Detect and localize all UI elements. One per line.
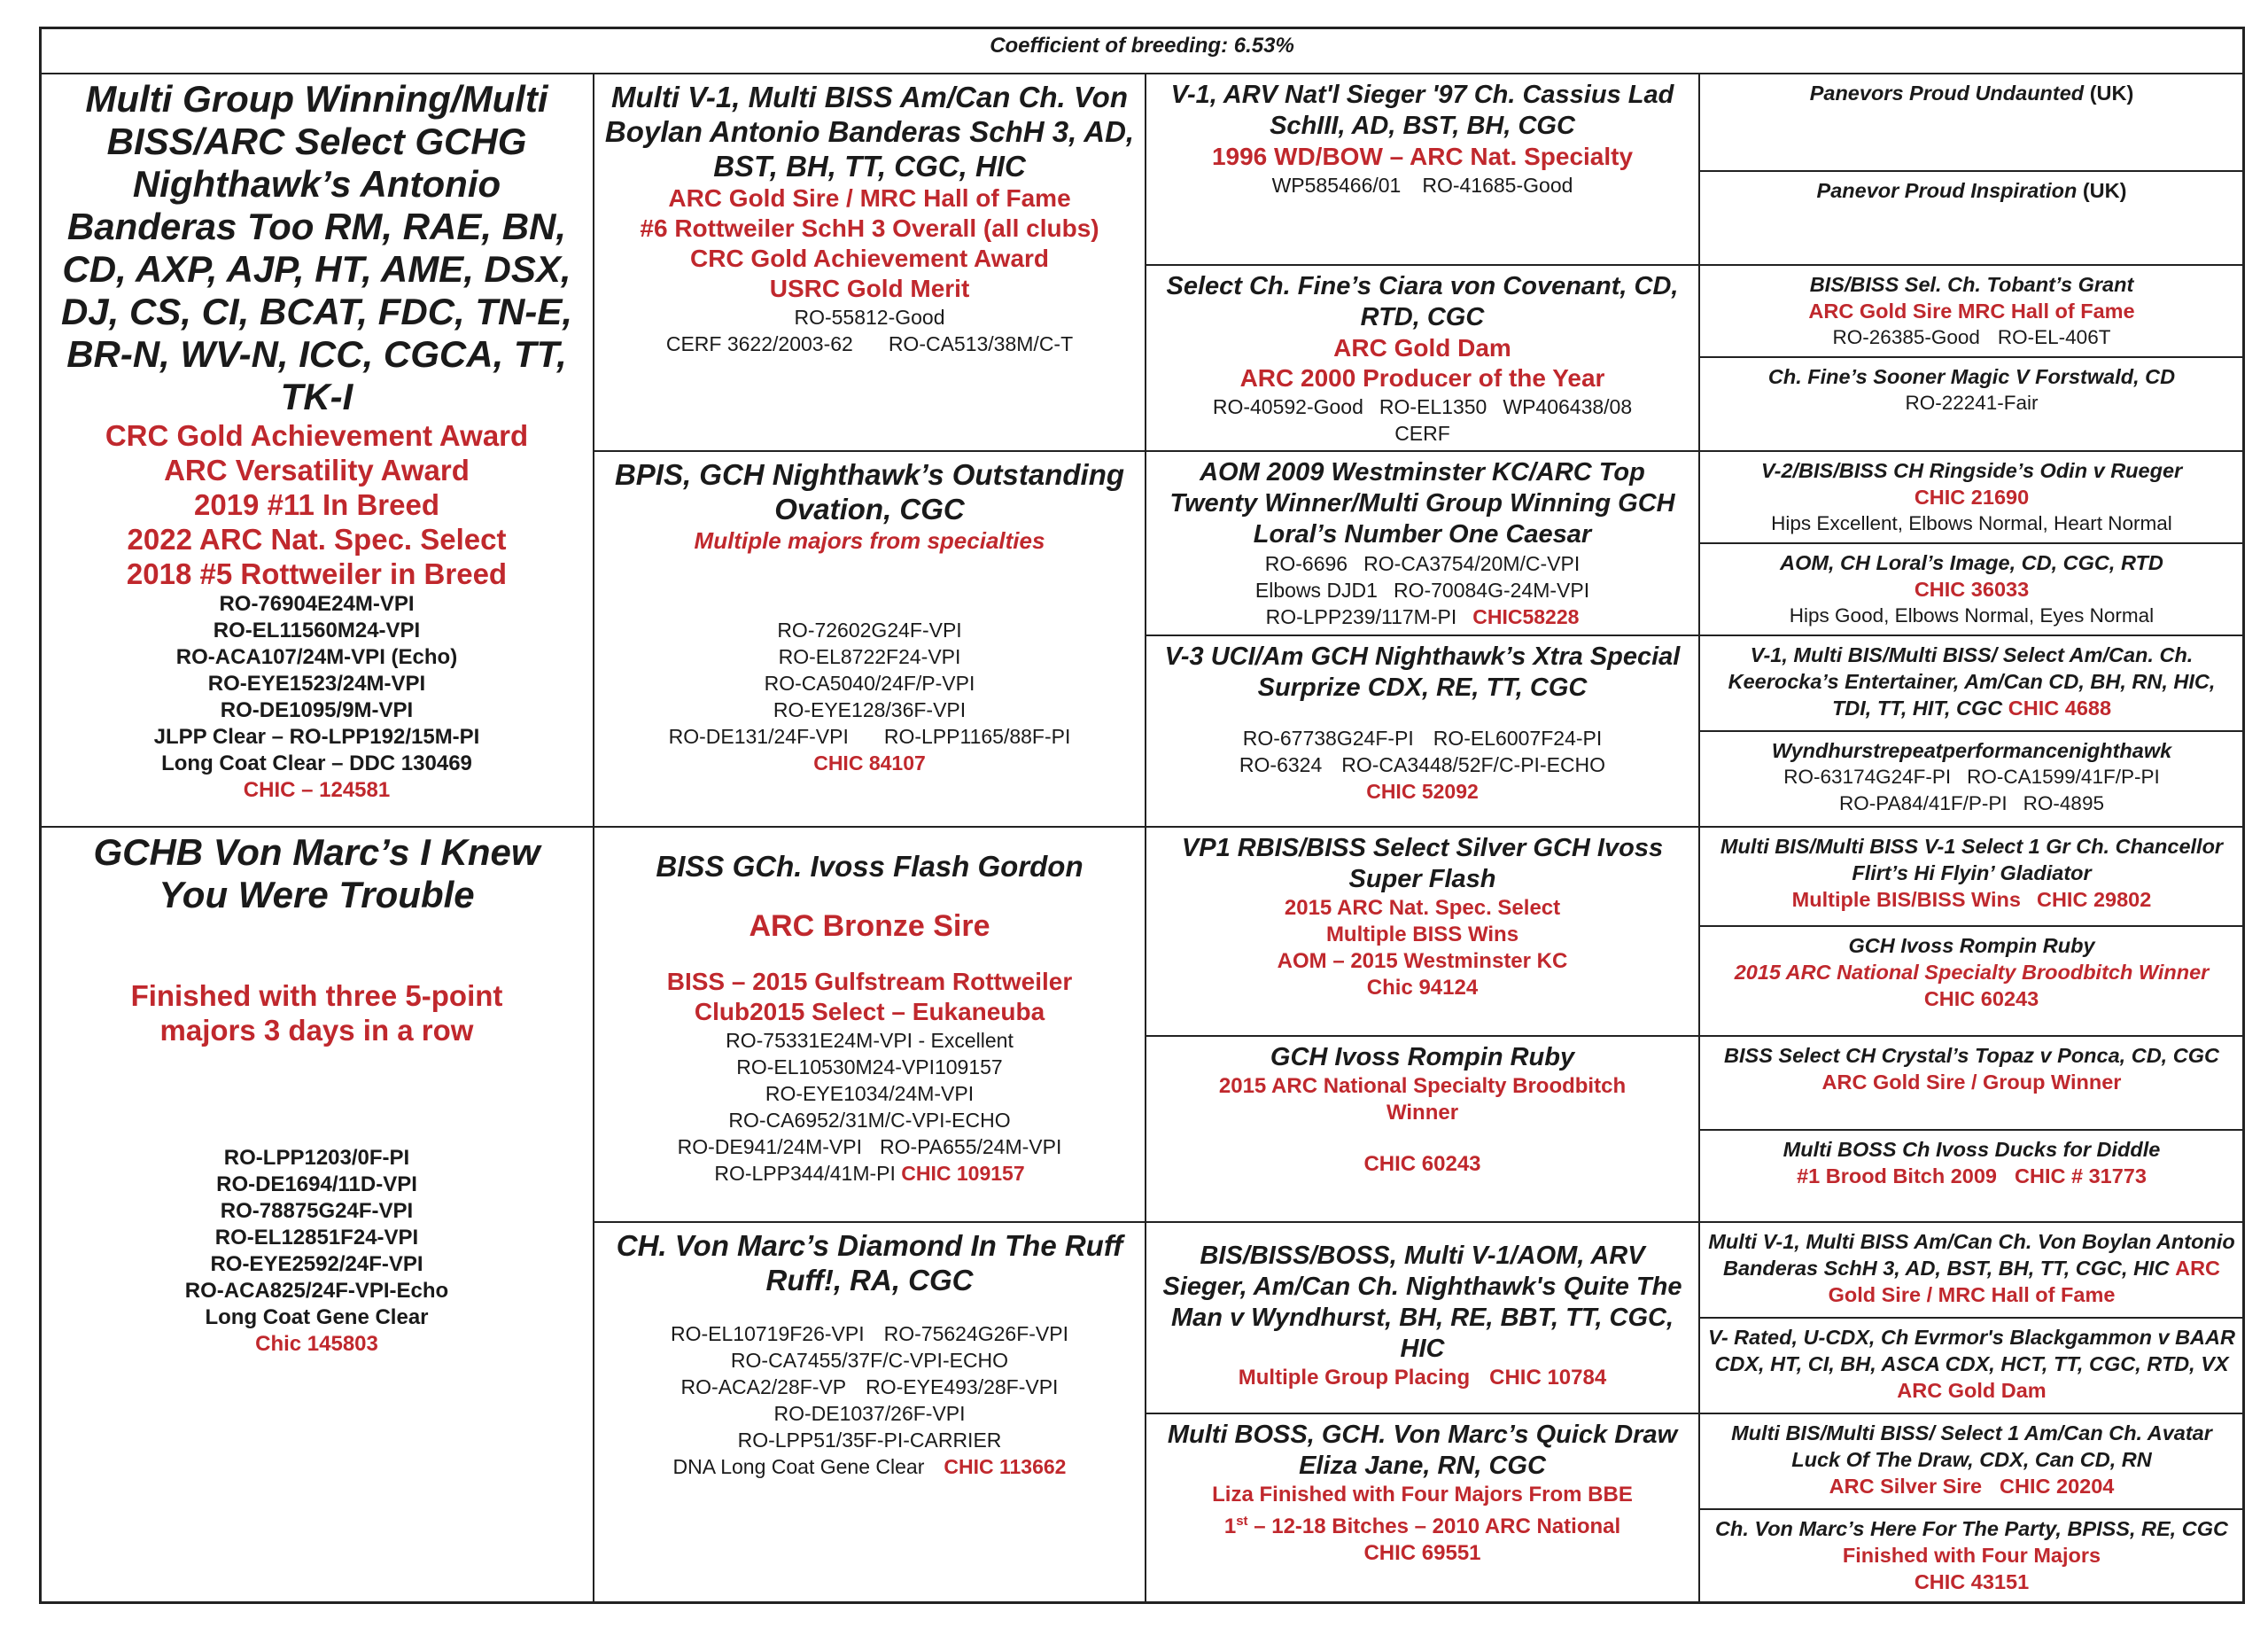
gen2-ds-award: ARC Bronze Sire [749, 909, 990, 943]
gen2-dd-health: RO-LPP51/35F-PI-CARRIER [737, 1429, 1002, 1452]
gen4-3-el: RO-EL-406T [1997, 326, 2111, 348]
gen4-cell-16 [1698, 1508, 2245, 1604]
gen3-ddd-chic: CHIC 69551 [1363, 1541, 1481, 1565]
gen4-15-title: Multi BIS/Multi BISS/ Select 1 Am/Can Ch. Avatar Luck Of The Draw, CDX, Can CD, RN [1731, 1421, 2212, 1471]
gen4-cell-5 [1698, 450, 2245, 544]
gen2-ss-award: USRC Gold Merit [769, 275, 970, 302]
gen3-dsd-award: 2015 ARC National Specialty Broodbitch Winner [1218, 1074, 1627, 1125]
gen2-ss-award: CRC Gold Achievement Award [689, 245, 1050, 272]
gen4-12-chic: CHIC # 31773 [2015, 1164, 2147, 1187]
gen4-8-pa: RO-PA84/41F/P-PI [1839, 792, 2008, 814]
gen4-cell-13 [1698, 1221, 2245, 1319]
gen3-dss-title: VP1 RBIS/BISS Select Silver GCH Ivoss Super Flash [1181, 834, 1664, 893]
gen4-cell-3 [1698, 264, 2245, 358]
gen3-sdd-ro: RO-6324 [1239, 753, 1323, 776]
sire-title: Multi Group Winning/Multi BISS/ARC Select GCHG Nighthawk’s Antonio Banderas Too RM, RAE, BN, CD, AXP, AJP, HT, AME, DSX, DJ, CS, CI, BCAT, FDC, TN-E, BR-N, WV-N, ICC, CGCA, TT, TK-I [60, 78, 573, 417]
gen2-ds-title: BISS GCh. Ivoss Flash Gordon [656, 850, 1084, 883]
sire-health: JLPP Clear – RO-LPP192/15M-PI [153, 725, 480, 749]
gen3-sss-ro: RO-41685-Good [1422, 174, 1573, 197]
gen2-ds-award2: BISS – 2015 Gulfstream Rottweiler Club2015 Select – Eukaneuba [666, 968, 1073, 1025]
gen4-9-award: Multiple BIS/BISS Wins [1791, 888, 2021, 911]
gen3-ddd-place: 1 [1223, 1514, 1237, 1538]
gen2-dd-ofa: RO-75624G26F-VPI [883, 1322, 1068, 1345]
gen3-dds-cell [1145, 1221, 1700, 1414]
gen3-sdd-el: RO-EL6007F24-PI [1433, 727, 1603, 750]
gen2-sd-health: RO-CA5040/24F/P-VPI [764, 672, 975, 695]
gen3-ssd-cerf: CERF [1394, 422, 1450, 445]
gen3-sss-title: V-1, ARV Nat'l Sieger '97 Ch. Cassius Lad SchIII, AD, BST, BH, CGC [1170, 81, 1674, 140]
gen2-ds-pa: RO-PA655/24M-VPI [879, 1135, 1062, 1158]
gen4-10-chic: CHIC 60243 [1923, 987, 2039, 1010]
gen2-sd-health-row [603, 723, 1136, 750]
gen4-15-chic: CHIC 20204 [2000, 1475, 2115, 1498]
gen3-dss-award: AOM – 2015 Westminster KC [1277, 949, 1568, 973]
gen3-ssd-health-row [1155, 393, 1689, 420]
gen3-sds-ro: RO-6696 [1264, 552, 1348, 575]
gen4-5-health: Hips Excellent, Elbows Normal, Heart Normal [1771, 512, 2172, 534]
gen3-dsd-title: GCH Ivoss Rompin Ruby [1270, 1043, 1575, 1071]
gen4-13-name: Multi V-1, Multi BISS Am/Can Ch. Von Boylan Antonio Banderas SchH 3, AD, BST, BH, TT, CGC, HIC [1708, 1230, 2235, 1280]
gen4-12-award-row [1707, 1163, 2236, 1189]
gen4-3-award: ARC Gold Sire [1808, 300, 1953, 323]
gen3-sdd-row [1155, 751, 1689, 778]
gen3-ddd-award: Liza Finished with Four Majors From BBE [1212, 1483, 1633, 1507]
gen2-dd-title: CH. Von Marc’s Diamond In The Ruff Ruff!, RA, CGC [616, 1229, 1123, 1296]
gen2-sd-de: RO-DE131/24F-VPI [668, 725, 849, 748]
gen4-5-chic: CHIC 21690 [1914, 486, 2030, 509]
gen4-9-title: Multi BIS/Multi BISS V-1 Select 1 Gr Ch. Chancellor Flirt’s Hi Flyin’ Gladiator [1720, 835, 2224, 884]
sire-health: RO-EL11560M24-VPI [213, 619, 421, 642]
gen3-sss-wp: WP585466/01 [1271, 174, 1402, 197]
gen4-cell-9 [1698, 826, 2245, 927]
gen2-ds-de: RO-DE941/24M-VPI [677, 1135, 862, 1158]
gen2-sd-note: Multiple majors from specialties [694, 527, 1045, 554]
gen2-dd-health: RO-DE1037/26F-VPI [773, 1402, 966, 1425]
gen4-14-title [1707, 1324, 2236, 1404]
gen3-ddd-class: – 12-18 Bitches – 2010 ARC National [1247, 1514, 1621, 1538]
gen3-ssd-el: RO-EL1350 [1379, 395, 1487, 418]
gen4-8-ro: RO-4895 [2023, 792, 2104, 814]
dam-note: Finished with three 5-point majors 3 days in a row [130, 979, 503, 1047]
gen4-13-award: ARC Gold Sire / MRC Hall of Fame [1828, 1257, 2221, 1306]
gen4-9-chic: CHIC 29802 [2036, 888, 2152, 911]
gen2-sire-sire-cell [593, 73, 1146, 452]
gen4-cell-7 [1698, 635, 2245, 732]
gen2-dam-dam-cell [593, 1221, 1146, 1604]
gen3-dds-chic: CHIC 10784 [1489, 1366, 1607, 1390]
gen3-sds-cell [1145, 450, 1700, 636]
dam-health: RO-78875G24F-VPI [220, 1199, 414, 1223]
gen3-sdd-cell [1145, 635, 1700, 828]
gen2-ds-health-row [603, 1160, 1136, 1187]
gen2-ss-cerf: CERF 3622/2003-62 [665, 332, 853, 355]
gen2-dd-health-row [603, 1374, 1136, 1400]
gen2-ss-health: RO-55812-Good [794, 306, 945, 329]
gen3-dss-cell [1145, 826, 1700, 1037]
gen3-sds-row [1155, 577, 1689, 603]
gen2-ss-health-row [603, 331, 1136, 357]
gen3-dss-chic: Chic 94124 [1366, 976, 1479, 1000]
gen3-dss-award: 2015 ARC Nat. Spec. Select [1284, 896, 1561, 920]
gen2-dd-chic: CHIC 113662 [944, 1455, 1067, 1478]
gen4-7-title [1707, 642, 2236, 721]
gen4-10-award [1707, 959, 2236, 1012]
gen4-cell-4 [1698, 356, 2245, 452]
dam-health: RO-ACA825/24F-VPI-Echo [184, 1279, 449, 1303]
sire-award: CRC Gold Achievement Award [105, 419, 529, 452]
gen4-3-award: MRC Hall of Fame [1957, 300, 2135, 323]
gen3-sss-cell [1145, 73, 1700, 266]
gen4-16-chic: CHIC 43151 [1914, 1570, 2030, 1593]
sire-health: RO-ACA107/24M-VPI (Echo) [175, 645, 458, 669]
gen4-3-health-row [1707, 324, 2236, 351]
gen2-dd-health-row [603, 1320, 1136, 1347]
gen3-sds-elbows: Elbows DJD1 [1254, 579, 1378, 602]
gen4-4-title: Ch. Fine’s Sooner Magic V Forstwald, CD [1767, 365, 2176, 388]
gen3-ssd-title: Select Ch. Fine’s Ciara von Covenant, CD, RTD, CGC [1166, 272, 1679, 331]
gen4-7-chic: CHIC 4688 [2008, 697, 2112, 720]
sire-award: 2022 ARC Nat. Spec. Select [127, 523, 507, 556]
gen4-11-title: BISS Select CH Crystal’s Topaz v Ponca, CD, CGC [1724, 1044, 2219, 1067]
gen4-8-title: Wyndhurstrepeatperformancenighthawk [1771, 739, 2172, 762]
gen3-sss-health-row [1155, 172, 1689, 199]
gen4-10-award-text: 2015 ARC National Specialty Broodbitch Winner [1734, 961, 2210, 984]
gen4-cell-14 [1698, 1317, 2245, 1414]
gen4-12-award: #1 Brood Bitch 2009 [1797, 1164, 1997, 1187]
gen2-ds-health: RO-EYE1034/24M-VPI [765, 1082, 975, 1105]
gen3-sds-row [1155, 550, 1689, 577]
gen2-dd-eye: RO-EYE493/28F-VPI [866, 1375, 1059, 1398]
gen3-sss-award: 1996 WD/BOW – ARC Nat. Specialty [1211, 143, 1634, 170]
gen3-dss-award: Multiple BISS Wins [1325, 923, 1519, 946]
gen2-sd-health: RO-EYE128/36F-VPI [773, 698, 967, 721]
gen3-dds-award: Multiple Group Placing [1238, 1366, 1471, 1390]
gen4-1-title [1707, 80, 2236, 106]
gen4-cell-11 [1698, 1035, 2245, 1131]
gen3-ssd-cell [1145, 264, 1700, 452]
sire-award: 2019 #11 In Breed [193, 488, 440, 521]
gen2-ds-lpp: RO-LPP344/41M-PI [714, 1162, 896, 1185]
dam-health: RO-LPP1203/0F-PI [223, 1146, 410, 1170]
gen4-12-title: Multi BOSS Ch Ivoss Ducks for Diddle [1783, 1138, 2161, 1161]
gen3-sds-lpp: RO-LPP239/117M-PI [1265, 605, 1457, 628]
gen3-sds-title: AOM 2009 Westminster KC/ARC Top Twenty Winner/Multi Group Winning GCH Loral’s Number One Caesar [1169, 458, 1675, 549]
gen2-sd-title: BPIS, GCH Nighthawk’s Outstanding Ovation, CGC [614, 458, 1125, 526]
gen2-sd-health: RO-EL8722F24-VPI [778, 645, 961, 668]
dam-cell [39, 826, 594, 1604]
gen4-cell-12 [1698, 1129, 2245, 1223]
dam-health: RO-DE1694/11D-VPI [216, 1172, 417, 1196]
gen2-dd-dna: DNA Long Coat Gene Clear [672, 1455, 925, 1478]
gen4-8-row [1707, 764, 2236, 790]
gen3-sds-ofa: RO-70084G-24M-VPI [1393, 579, 1590, 602]
gen2-dd-health: RO-CA7455/37F/C-VPI-ECHO [730, 1349, 1009, 1372]
gen4-2-name: Panevor Proud Inspiration [1816, 179, 2078, 202]
gen4-16-name: Ch. Von Marc’s Here For The Party, BPISS, RE, CGC [1715, 1517, 2228, 1540]
gen2-ds-chic: CHIC 109157 [901, 1162, 1025, 1185]
gen2-ss-award: ARC Gold Sire / MRC Hall of Fame [668, 184, 1071, 212]
gen4-15-award: ARC Silver Sire [1829, 1475, 1983, 1498]
gen4-7-name: V-1, Multi BIS/Multi BISS/ Select Am/Can. Ch. Keerocka’s Entertainer, Am/Can CD, BH, RN, HIC, TDI, TT, HIT, CGC [1728, 643, 2216, 720]
gen4-8-ca: RO-CA1599/41F/P-PI [1967, 766, 2160, 788]
gen3-ssd-award: ARC Gold Dam [1333, 334, 1511, 362]
gen4-6-title: AOM, CH Loral’s Image, CD, CGC, RTD [1780, 551, 2163, 574]
gen3-ddd-cell [1145, 1413, 1700, 1604]
gen2-sd-lpp: RO-LPP1165/88F-PI [883, 725, 1071, 748]
gen2-sd-health: RO-72602G24F-VPI [777, 619, 962, 642]
gen4-8-row [1707, 790, 2236, 817]
gen3-dsd-cell [1145, 1035, 1700, 1223]
gen3-ssd-award: ARC 2000 Producer of the Year [1239, 364, 1605, 392]
gen2-ss-ca: RO-CA513/38M/C-T [888, 332, 1074, 355]
gen3-sds-chic: CHIC58228 [1472, 605, 1580, 628]
dam-chic: Chic 145803 [255, 1332, 378, 1356]
gen2-dd-aca: RO-ACA2/28F-VP [680, 1375, 847, 1398]
gen3-sds-row [1155, 603, 1689, 630]
sire-chic: CHIC – 124581 [243, 778, 391, 802]
gen3-ssd-ro: RO-40592-Good [1212, 395, 1363, 418]
sire-health: RO-DE1095/9M-VPI [220, 698, 414, 722]
sire-cell [39, 73, 594, 828]
gen3-ddd-title: Multi BOSS, GCH. Von Marc’s Quick Draw Eliza Jane, RN, CGC [1167, 1421, 1678, 1480]
gen3-dsd-chic: CHIC 60243 [1363, 1152, 1481, 1176]
gen2-ss-title: Multi V-1, Multi BISS Am/Can Ch. Von Boylan Antonio Banderas SchH 3, AD, BST, BH, TT, CGC, HIC [604, 81, 1135, 183]
gen4-15-award-row [1707, 1473, 2236, 1499]
gen2-sd-chic: CHIC 84107 [813, 751, 926, 775]
sire-award: 2018 #5 Rottweiler in Breed [126, 557, 508, 590]
sire-award: ARC Versatility Award [164, 454, 470, 487]
dam-health: RO-EYE2592/24F-VPI [210, 1252, 423, 1276]
gen3-sdd-title: V-3 UCI/Am GCH Nighthawk’s Xtra Special Surprize CDX, RE, TT, CGC [1164, 642, 1681, 702]
gen4-5-title: V-2/BIS/BISS CH Ringside’s Odin v Rueger [1760, 459, 2183, 482]
dam-title: GCHB Von Marc’s I Knew You Were Trouble [93, 831, 540, 915]
gen2-ds-health: RO-EL10530M24-VPI109157 [736, 1055, 1003, 1078]
gen4-3-ro: RO-26385-Good [1832, 326, 1980, 348]
coefficient-of-breeding: Coefficient of breeding: 6.53% [39, 27, 2245, 74]
gen3-ddd-ordinal: st [1236, 1514, 1248, 1529]
gen4-cell-1 [1698, 73, 2245, 172]
gen4-1-name: Panevors Proud Undaunted [1809, 82, 2085, 105]
gen2-ss-award: #6 Rottweiler SchH 3 Overall (all clubs) [640, 214, 1099, 242]
gen2-dam-sire-cell [593, 826, 1146, 1223]
gen3-ddd-award2 [1155, 1508, 1689, 1540]
gen4-cell-10 [1698, 925, 2245, 1037]
gen3-sdd-ofa: RO-67738G24F-PI [1242, 727, 1414, 750]
gen2-dd-el: RO-EL10719F26-VPI [671, 1322, 865, 1345]
gen2-ds-health-row [603, 1133, 1136, 1160]
gen4-cell-15 [1698, 1413, 2245, 1510]
gen2-sire-dam-cell [593, 450, 1146, 828]
gen4-4-health: RO-22241-Fair [1905, 392, 2039, 414]
gen4-14-name: V- Rated, U-CDX, Ch Evrmor's Blackgammon v BAAR CDX, HT, CI, BH, ASCA CDX, HCT, TT, CGC, RTD, VX [1708, 1326, 2235, 1375]
gen4-13-title [1707, 1228, 2236, 1308]
gen4-6-health: Hips Good, Elbows Normal, Eyes Normal [1789, 604, 2155, 627]
gen3-dds-award-row [1155, 1365, 1689, 1391]
gen2-ds-health: RO-75331E24M-VPI - Excellent [726, 1029, 1014, 1052]
gen2-dd-health-row [603, 1453, 1136, 1480]
sire-health: RO-76904E24M-VPI [219, 592, 415, 616]
sire-health: Long Coat Clear – DDC 130469 [161, 751, 472, 775]
gen3-sds-ca: RO-CA3754/20M/C-VPI [1363, 552, 1581, 575]
dam-health: Long Coat Gene Clear [205, 1305, 429, 1329]
gen4-cell-2 [1698, 170, 2245, 266]
gen3-sdd-ca: RO-CA3448/52F/C-PI-ECHO [1341, 753, 1606, 776]
dam-health: RO-EL12851F24-VPI [214, 1226, 419, 1250]
gen3-sdd-row [1155, 725, 1689, 751]
gen4-2-title [1707, 177, 2236, 204]
gen4-14-award: ARC Gold Dam [1897, 1379, 2047, 1402]
gen3-sdd-chic: CHIC 52092 [1366, 780, 1479, 803]
gen4-11-award: ARC Gold Sire / Group Winner [1821, 1071, 2122, 1094]
gen4-2-suffix: (UK) [2077, 179, 2127, 202]
gen4-10-title: GCH Ivoss Rompin Ruby [1848, 934, 2095, 957]
gen4-6-chic: CHIC 36033 [1914, 578, 2030, 601]
gen2-ds-health: RO-CA6952/31M/C-VPI-ECHO [728, 1109, 1011, 1132]
gen4-1-suffix: (UK) [2084, 82, 2134, 105]
sire-health: RO-EYE1523/24M-VPI [207, 672, 426, 696]
gen4-8-ofa: RO-63174G24F-PI [1783, 766, 1952, 788]
gen3-ssd-wp: WP406438/08 [1503, 395, 1633, 418]
gen4-9-award-row [1707, 886, 2236, 913]
gen3-dds-title: BIS/BISS/BOSS, Multi V-1/AOM, ARV Sieger, Am/Can Ch. Nighthawk's Quite The Man v Wyndhurst, BH, RE, BBT, TT, CGC, HIC [1162, 1242, 1682, 1363]
gen4-3-award-row [1707, 298, 2236, 324]
gen4-cell-6 [1698, 542, 2245, 636]
gen4-3-title: BIS/BISS Sel. Ch. Tobant’s Grant [1809, 273, 2134, 296]
gen4-16-title [1707, 1515, 2236, 1569]
gen4-16-award: Finished with Four Majors [1842, 1544, 2101, 1567]
gen4-cell-8 [1698, 730, 2245, 828]
